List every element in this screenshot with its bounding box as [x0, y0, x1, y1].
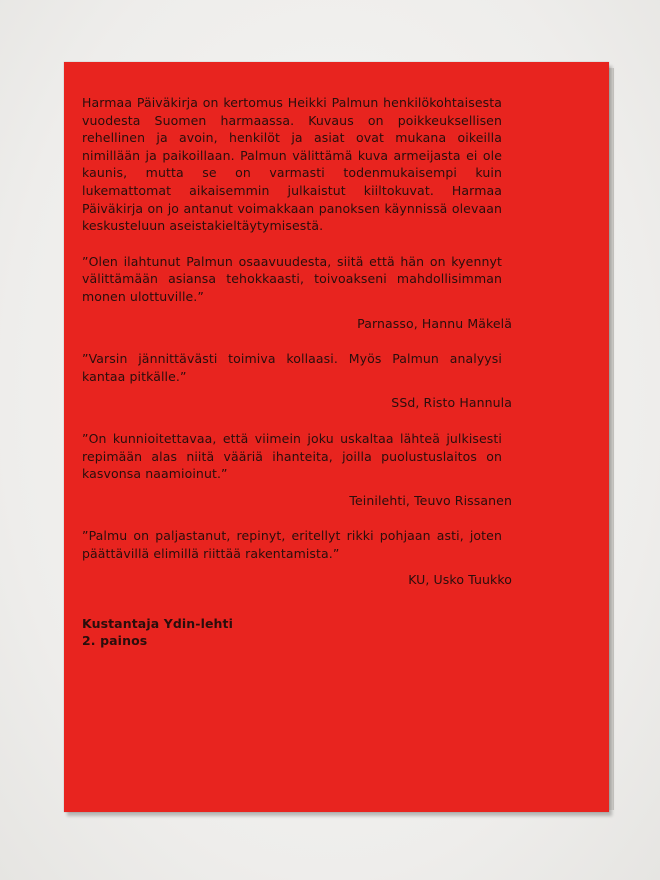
quote-source: SSd, Risto Hannula — [391, 395, 512, 411]
review-quote-4 — [82, 527, 512, 589]
blurb-paragraph: Harmaa Päiväkirja on kertomus Heikki Palmun henkilökohtaisesta vuodesta Suomen harmaassa. Kuvaus on poikkeuksellisen rehellinen ja avoin, henkilöt ja asiat ovat mukana oikeilla nimillään ja paikoillaan. Palmun välittämä kuva armeijasta ei ole kaunis, mutta se on varmasti todenmukaisempi kuin lukemattomat aikaisemmin julkaistut kiiltokuvat. Harmaa Päiväkirja on jo antanut voimakkaan panoksen käynnissä olevaan keskusteluun aseistakieltäytymisestä. — [82, 95, 502, 234]
quote-source: Parnasso, Hannu Mäkelä — [357, 315, 512, 331]
publisher-name: Kustantaja Ydin-lehti — [82, 616, 233, 632]
quote-source: KU, Usko Tuukko — [408, 572, 512, 588]
quote-text: ”Palmu on paljastanut, repinyt, eritellyt rikki pohjaan asti, joten päättävillä elimillä riittää rakentamista.” — [82, 528, 502, 561]
book-page-edge — [609, 68, 614, 810]
cover-text — [82, 94, 512, 649]
publisher-info — [82, 615, 502, 649]
review-quote-2 — [82, 350, 512, 412]
quote-text: ”Olen ilahtunut Palmun osaavuudesta, siitä että hän on kyennyt välittämään asiansa tehokkaasti, toivoakseni mahdollisimman monen ulottuville.” — [82, 253, 502, 304]
review-quote-3 — [82, 430, 512, 509]
quote-text: ”Varsin jännittävästi toimiva kollaasi. Myös Palmun analyysi kantaa pitkälle.” — [82, 351, 502, 384]
quote-text: ”On kunnioitettavaa, että viimein joku uskaltaa lähteä julkisesti repimään alas niitä vääriä ihanteita, joilla puolustuslaitos on kasvonsa naamioinut.” — [82, 430, 502, 482]
review-quote-1 — [82, 253, 512, 332]
edition-label: 2. painos — [82, 633, 148, 649]
quote-source: Teinilehti, Teuvo Rissanen — [349, 492, 512, 508]
